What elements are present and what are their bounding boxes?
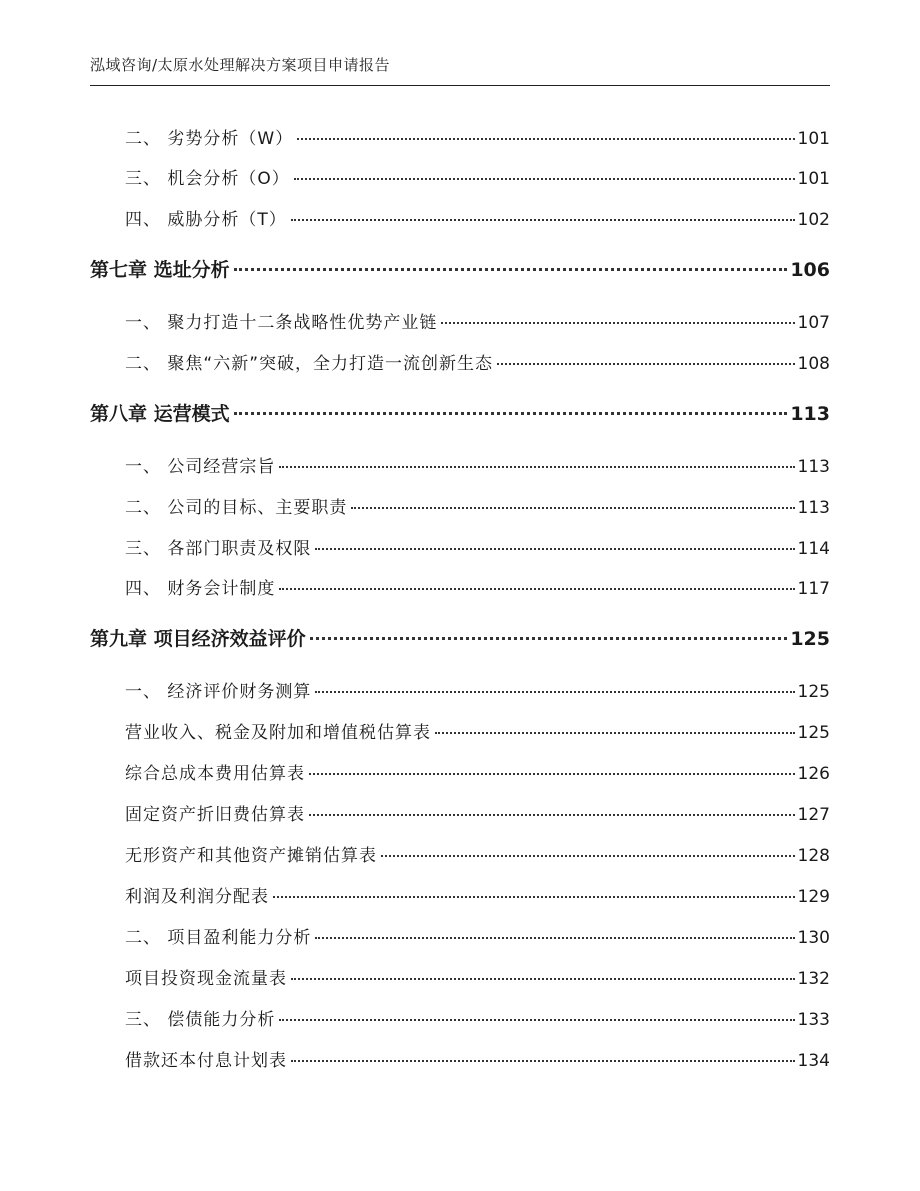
dot-leader <box>351 507 794 509</box>
toc-entry-label: 无形资产和其他资产摊销估算表 <box>125 846 377 866</box>
toc-entry-page: 126 <box>797 764 830 784</box>
toc-entry-label: 三、 各部门职责及权限 <box>125 539 312 559</box>
toc-entry[interactable] <box>125 718 830 743</box>
dot-leader <box>291 219 795 221</box>
dot-leader <box>234 268 788 271</box>
dot-leader <box>315 548 794 550</box>
toc-chapter-page: 113 <box>790 403 830 425</box>
header-title: 泓域咨询/太原水处理解决方案项目申请报告 <box>90 56 391 74</box>
toc-chapter-label: 第七章 选址分析 <box>90 259 230 281</box>
dot-leader <box>279 588 794 590</box>
toc-entry-label: 二、 公司的目标、主要职责 <box>125 498 348 518</box>
toc-chapter-page: 125 <box>790 628 830 650</box>
dot-leader <box>310 637 788 640</box>
toc-entry-label: 综合总成本费用估算表 <box>125 764 305 784</box>
toc-entry[interactable] <box>125 534 830 559</box>
toc-entry-page: 134 <box>797 1051 830 1071</box>
dot-leader <box>279 1019 794 1021</box>
toc-entry-page: 113 <box>797 457 830 477</box>
toc-entry-label: 四、 威胁分析（T） <box>125 210 287 230</box>
toc-entry-page: 108 <box>797 354 830 374</box>
toc-entry[interactable] <box>125 308 830 333</box>
toc-entry[interactable] <box>125 841 830 866</box>
toc-entry-label: 二、 项目盈利能力分析 <box>125 928 312 948</box>
toc-entry-label: 二、 劣势分析（W） <box>125 129 294 149</box>
toc-entry-page: 113 <box>797 498 830 518</box>
dot-leader <box>435 732 795 734</box>
toc-entry[interactable] <box>125 205 830 230</box>
toc-entry[interactable] <box>125 800 830 825</box>
toc-chapter[interactable] <box>90 624 830 651</box>
toc-entry[interactable] <box>125 452 830 477</box>
toc-chapter-page: 106 <box>790 259 830 281</box>
toc-entry-page: 130 <box>797 928 830 948</box>
dot-leader <box>294 178 795 180</box>
toc-entry[interactable] <box>125 677 830 702</box>
dot-leader <box>279 466 794 468</box>
toc-entry[interactable] <box>125 1046 830 1071</box>
toc-entry[interactable] <box>125 1005 830 1030</box>
toc-entry[interactable] <box>125 493 830 518</box>
toc-entry-label: 一、 公司经营宗旨 <box>125 457 276 477</box>
dot-leader <box>497 363 795 365</box>
toc-entry-page: 127 <box>797 805 830 825</box>
dot-leader <box>234 412 788 415</box>
dot-leader <box>381 855 795 857</box>
toc-chapter-label: 第九章 项目经济效益评价 <box>90 628 306 650</box>
toc-entry-page: 133 <box>797 1010 830 1030</box>
toc-entry[interactable] <box>125 164 830 189</box>
dot-leader <box>309 814 795 816</box>
dot-leader <box>297 138 794 140</box>
dot-leader <box>315 691 794 693</box>
toc-entry-page: 101 <box>797 129 830 149</box>
toc-entry-label: 项目投资现金流量表 <box>125 969 287 989</box>
toc-chapter[interactable] <box>90 399 830 426</box>
toc-entry[interactable] <box>125 349 830 374</box>
toc-entry-label: 二、 聚焦“六新”突破，全力打造一流创新生态 <box>125 354 494 374</box>
toc-entry-label: 三、 机会分析（O） <box>125 169 290 189</box>
toc-entry-page: 117 <box>797 579 830 599</box>
toc-entry[interactable] <box>125 759 830 784</box>
toc-entry-label: 三、 偿债能力分析 <box>125 1010 276 1030</box>
toc-entry-page: 125 <box>797 682 830 702</box>
dot-leader <box>441 322 794 324</box>
dot-leader <box>291 1060 795 1062</box>
toc-entry-label: 一、 经济评价财务测算 <box>125 682 312 702</box>
dot-leader <box>273 896 795 898</box>
toc-entry-page: 114 <box>797 539 830 559</box>
toc-entry[interactable] <box>125 882 830 907</box>
toc-entry[interactable] <box>125 964 830 989</box>
toc-entry-page: 125 <box>797 723 830 743</box>
toc-entry-label: 利润及利润分配表 <box>125 887 269 907</box>
toc-chapter[interactable] <box>90 255 830 282</box>
toc-entry[interactable] <box>125 124 830 149</box>
toc-entry-page: 107 <box>797 313 830 333</box>
toc-entry-label: 营业收入、税金及附加和增值税估算表 <box>125 723 431 743</box>
toc-entry[interactable] <box>125 923 830 948</box>
dot-leader <box>309 773 795 775</box>
toc-entry-label: 一、 聚力打造十二条战略性优势产业链 <box>125 313 438 333</box>
toc-entry-page: 101 <box>797 169 830 189</box>
toc-entry-page: 128 <box>797 846 830 866</box>
toc-entry-page: 132 <box>797 969 830 989</box>
toc-entry[interactable] <box>125 574 830 599</box>
toc-chapter-label: 第八章 运营模式 <box>90 403 230 425</box>
toc-entry-label: 固定资产折旧费估算表 <box>125 805 305 825</box>
toc-entry-label: 借款还本付息计划表 <box>125 1051 287 1071</box>
toc-entry-page: 102 <box>797 210 830 230</box>
toc-entry-page: 129 <box>797 887 830 907</box>
dot-leader <box>315 937 794 939</box>
page-header <box>90 55 830 86</box>
toc-entry-label: 四、 财务会计制度 <box>125 579 276 599</box>
dot-leader <box>291 978 795 980</box>
